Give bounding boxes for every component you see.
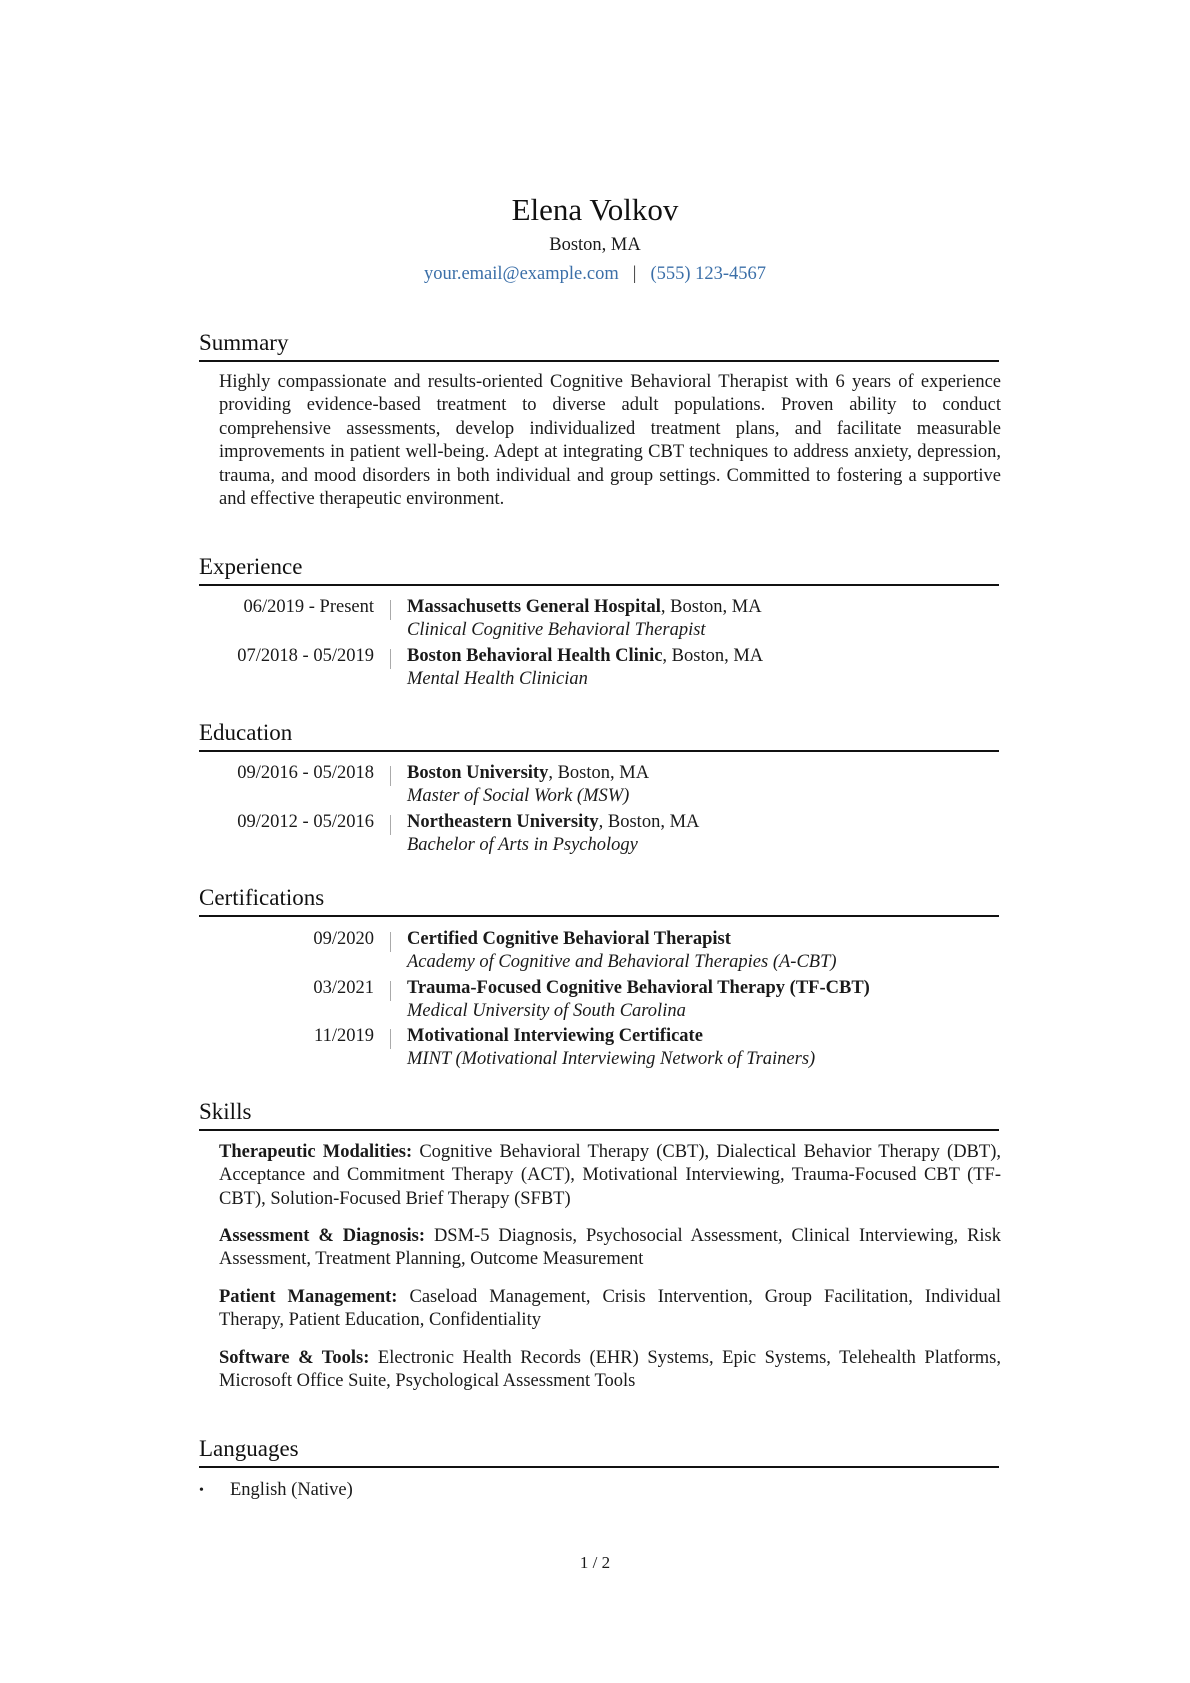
entry-date: 06/2019 - Present <box>243 597 374 617</box>
candidate-location: Boston, MA <box>549 235 641 255</box>
skill-group <box>219 1141 1001 1211</box>
skill-label: Software & Tools: <box>219 1348 370 1368</box>
entry-place: , Boston, MA <box>548 763 650 783</box>
skill-text: DSM-5 Diagnosis, Psychosocial Assessment, Clinical Interviewing, Risk Assessment, Treatment Planning, Outcome Measurement <box>219 1226 1001 1270</box>
entry-role: Clinical Cognitive Behavioral Therapist <box>407 620 706 640</box>
education-entry <box>199 762 999 808</box>
entry-divider <box>390 1029 391 1049</box>
certification-issuer: Medical University of South Carolina <box>407 1001 686 1021</box>
phone-link[interactable]: (555) 123-4567 <box>650 264 767 284</box>
entry-place: , Boston, MA <box>662 646 764 666</box>
contact-line <box>0 262 1190 286</box>
entry-degree: Master of Social Work (MSW) <box>407 786 630 806</box>
entry-date: 09/2016 - 05/2018 <box>237 763 374 783</box>
entry-heading <box>407 1025 703 1048</box>
entry-divider <box>390 981 391 1001</box>
entry-heading <box>407 977 870 1000</box>
section-title-skills: Skills <box>199 1097 999 1131</box>
page-number: 1 / 2 <box>579 1553 611 1572</box>
summary-text: Highly compassionate and results-oriented Cognitive Behavioral Therapist with 6 years of experience providing evidence-based treatment to diverse adult populations. Proven ability to conduct comprehensive assessments, develop individualized treatment plans, and facilitate measurable improvements in patient well-being. Adept at integrating CBT techniques to address anxiety, depression, trauma, and mood disorders in both individual and group settings. Committed to fostering a supportive and effective therapeutic environment. <box>219 372 1001 510</box>
entry-divider <box>390 815 391 835</box>
entry-heading <box>407 811 699 834</box>
entry-heading <box>407 762 649 785</box>
experience-entry <box>199 645 999 691</box>
entry-place: , Boston, MA <box>598 812 700 832</box>
entry-heading <box>407 596 762 619</box>
entry-date: 09/2012 - 05/2016 <box>237 812 374 832</box>
entry-date: 07/2018 - 05/2019 <box>237 646 374 666</box>
entry-role: Mental Health Clinician <box>407 669 588 689</box>
entry-heading <box>407 645 763 668</box>
entry-organization: Boston Behavioral Health Clinic <box>407 646 663 666</box>
section-title-summary: Summary <box>199 328 999 362</box>
experience-entry <box>199 596 999 642</box>
section-title-languages: Languages <box>199 1434 999 1468</box>
skill-group <box>219 1347 1001 1394</box>
certification-entry <box>199 1025 999 1071</box>
entry-divider <box>390 600 391 620</box>
section-title-education: Education <box>199 718 999 752</box>
entry-organization: Massachusetts General Hospital <box>407 597 661 617</box>
bullet-icon: • <box>199 1483 204 1498</box>
entry-date: 11/2019 <box>314 1026 374 1046</box>
entry-date: 09/2020 <box>313 929 374 949</box>
entry-date: 03/2021 <box>313 978 374 998</box>
language-text: English (Native) <box>230 1480 353 1500</box>
certification-name: Certified Cognitive Behavioral Therapist <box>407 929 731 949</box>
certification-name: Trauma-Focused Cognitive Behavioral Therapy (TF-CBT) <box>407 978 870 998</box>
entry-institution: Northeastern University <box>407 812 599 832</box>
certification-name: Motivational Interviewing Certificate <box>407 1026 703 1046</box>
skill-group <box>219 1286 1001 1333</box>
entry-divider <box>390 932 391 952</box>
section-title-certifications: Certifications <box>199 883 999 917</box>
email-link[interactable]: your.email@example.com <box>423 264 619 284</box>
certification-entry <box>199 928 999 974</box>
certification-issuer: MINT (Motivational Interviewing Network of Trainers) <box>407 1049 816 1069</box>
skill-text: Electronic Health Records (EHR) Systems, Epic Systems, Telehealth Platforms, Microsoft Office Suite, Psychological Assessment Tools <box>219 1348 1001 1392</box>
section-title-experience: Experience <box>199 552 999 586</box>
skill-text: Cognitive Behavioral Therapy (CBT), Dialectical Behavior Therapy (DBT), Acceptance and Commitment Therapy (ACT), Motivational Interviewing, Trauma-Focused CBT (TF-CBT), Solution-Focused Brief Therapy (SFBT) <box>219 1142 1001 1209</box>
skill-label: Therapeutic Modalities: <box>219 1142 413 1162</box>
candidate-name: Elena Volkov <box>511 192 679 227</box>
skill-text: Caseload Management, Crisis Intervention, Group Facilitation, Individual Therapy, Patient Education, Confidentiality <box>219 1287 1001 1331</box>
entry-place: , Boston, MA <box>660 597 762 617</box>
skill-group <box>219 1225 1001 1272</box>
entry-institution: Boston University <box>407 763 549 783</box>
entry-divider <box>390 766 391 786</box>
contact-separator: | <box>632 264 637 284</box>
skill-label: Patient Management: <box>219 1287 398 1307</box>
education-entry <box>199 811 999 857</box>
entry-divider <box>390 649 391 669</box>
certification-entry <box>199 977 999 1023</box>
entry-heading <box>407 928 731 951</box>
skill-label: Assessment & Diagnosis: <box>219 1226 425 1246</box>
certification-issuer: Academy of Cognitive and Behavioral Therapies (A-CBT) <box>407 952 837 972</box>
entry-degree: Bachelor of Arts in Psychology <box>407 835 638 855</box>
